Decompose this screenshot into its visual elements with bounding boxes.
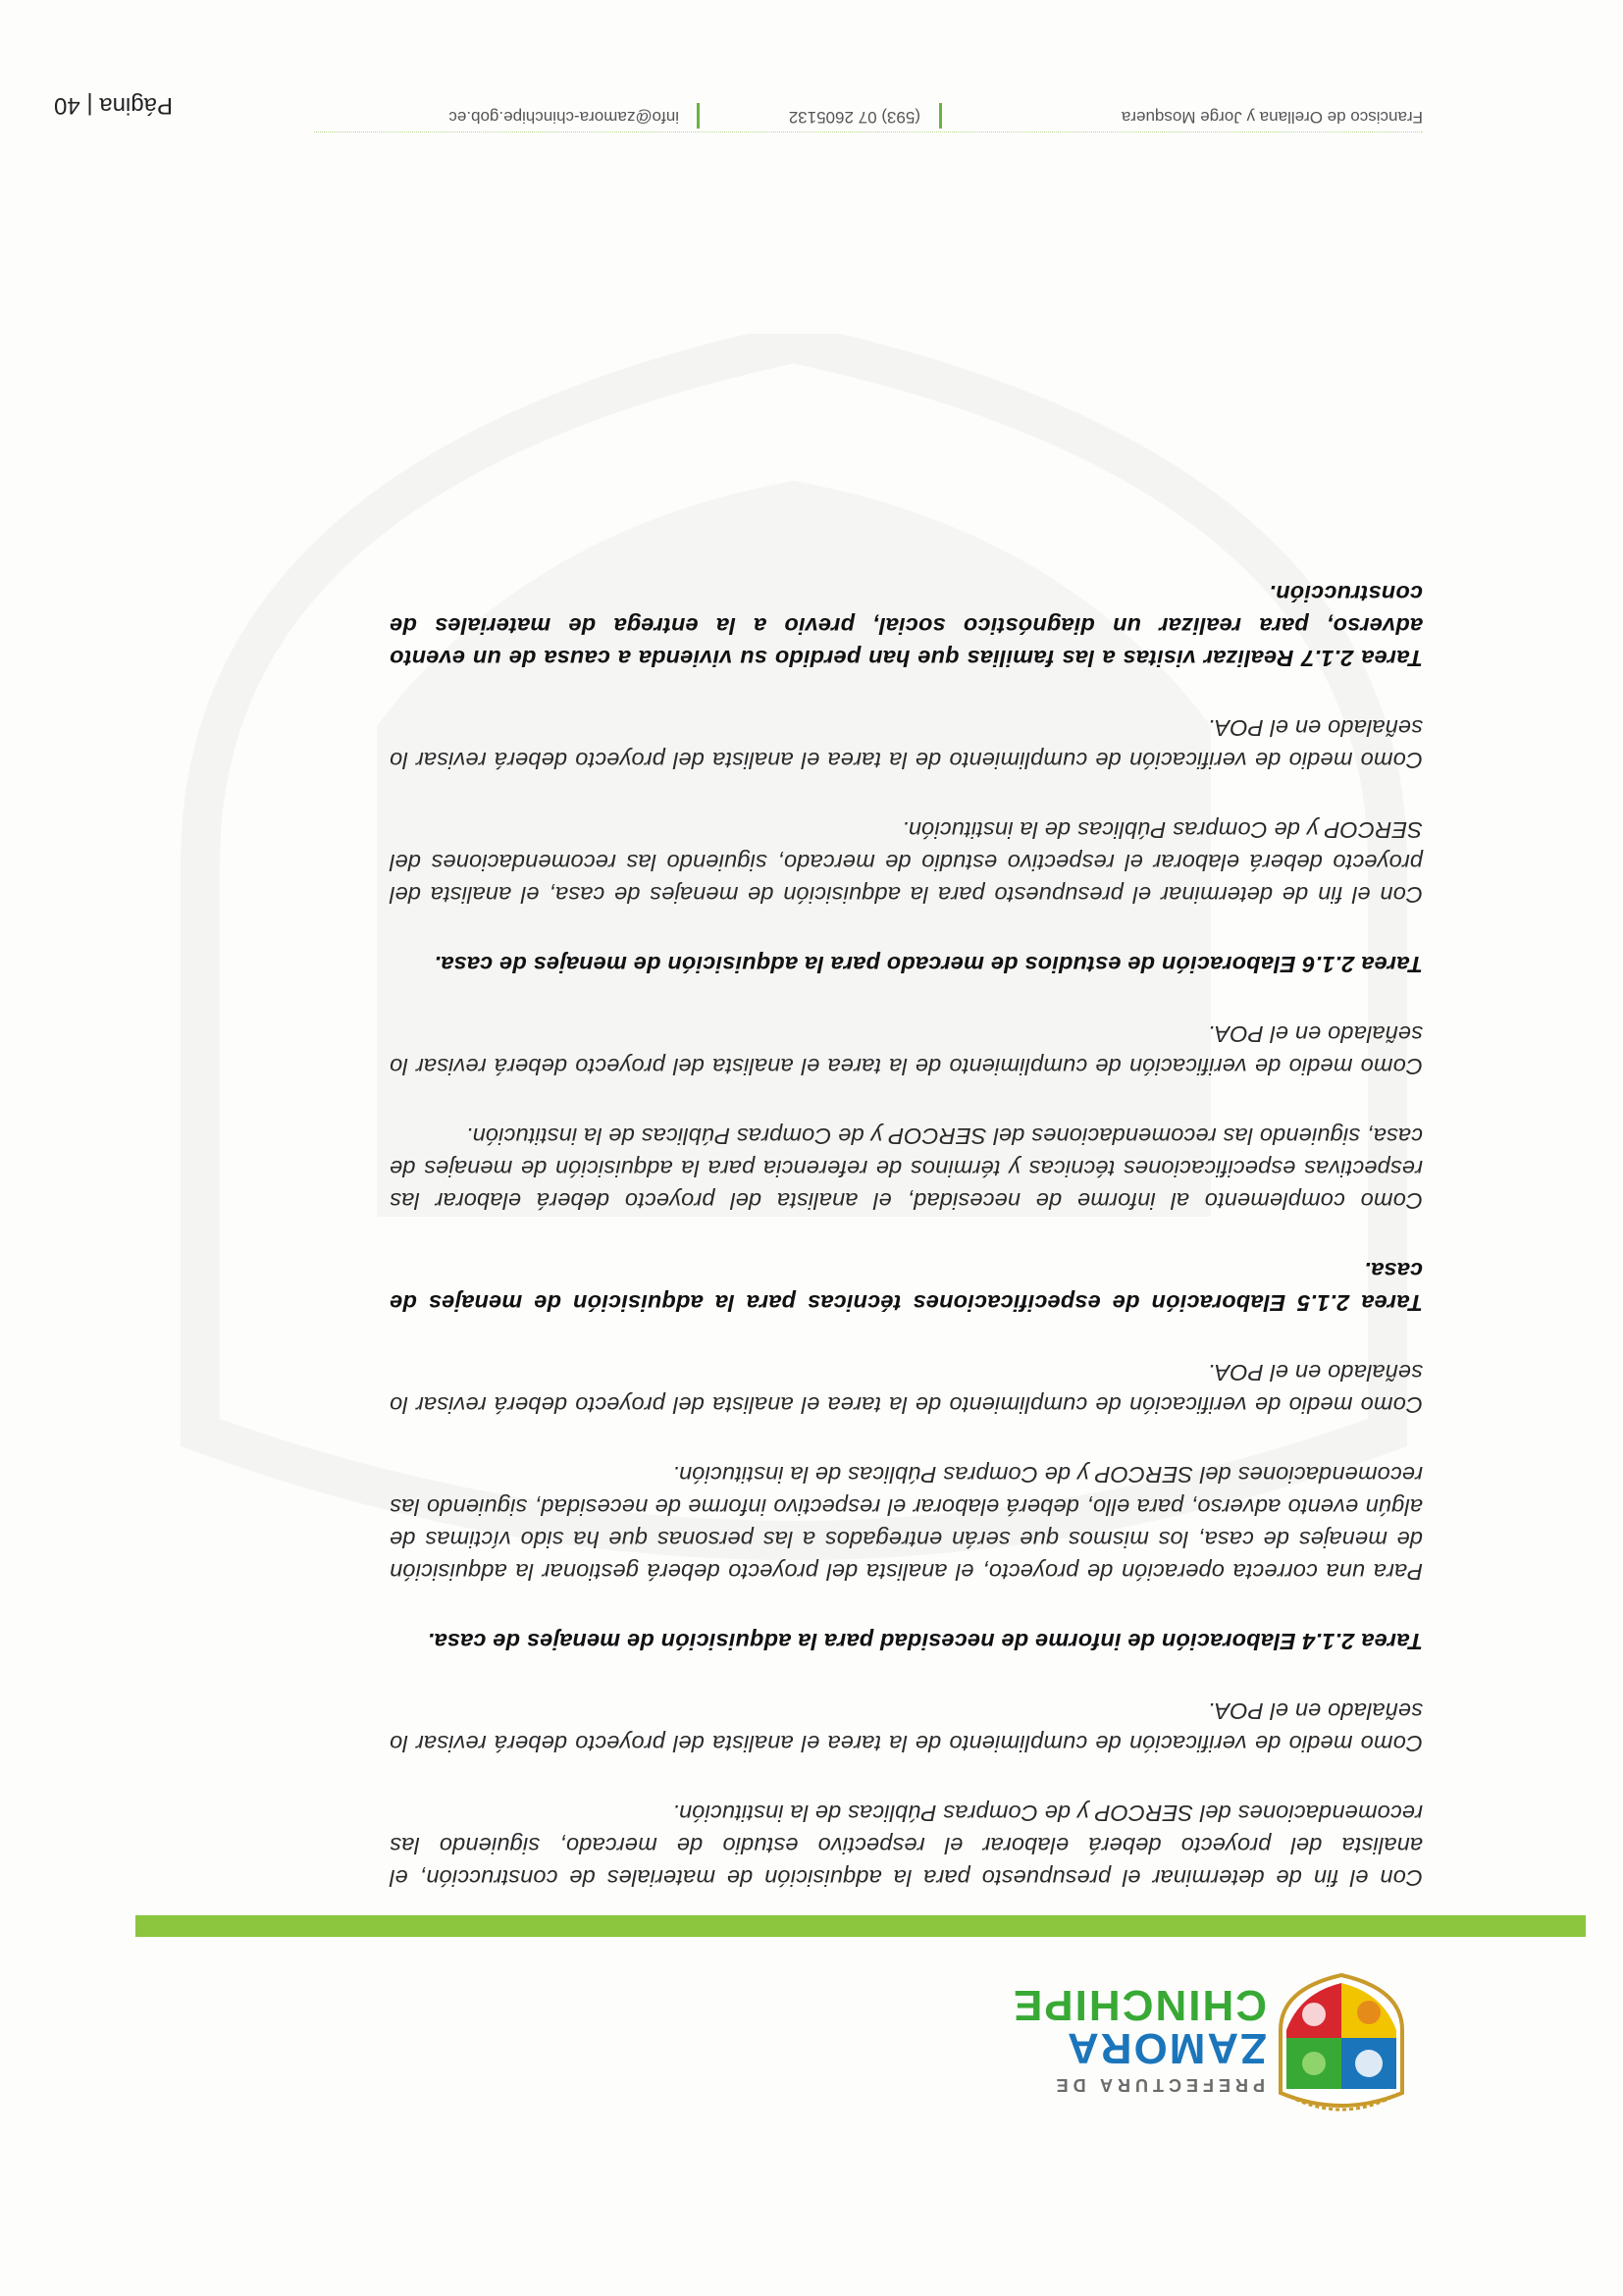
footer-separator [939,103,942,129]
paragraph: Como complemento al informe de necesidad, el analista del proyecto deberá elaborar las respectivas especificaciones técnicas y términos de referencia para la adquisición de menajes de casa, siguiendo las recomendaciones del SERCOP y de Compras Públicas de la institución. [390,1123,1423,1214]
logo-prefix: PREFECTURA DE [1051,2075,1265,2095]
footer-phone: (593) 07 2605132 [788,108,920,127]
document-body [390,540,1423,1894]
task-heading: Tarea 2.1.6 Elaboración de estudios de mercado para la adquisición de menajes de casa. [434,952,1423,977]
footer-address: Francisco de Orellana y Jorge Mosquera [1121,108,1423,127]
header-accent-bar [135,1915,1586,1937]
paragraph: Como medio de verificación de cumplimiento de la tarea el analista del proyecto deberá revisar lo señalado en el POA. [390,715,1423,773]
paragraph: Como medio de verificación de cumplimiento de la tarea el analista del proyecto deberá revisar lo señalado en el POA. [390,1698,1423,1756]
paragraph: Como medio de verificación de cumplimiento de la tarea el analista del proyecto deberá revisar lo señalado en el POA. [390,1360,1423,1418]
footer-email[interactable]: info@zamora-chinchipe.gob.ec [448,108,679,127]
page-footer [0,83,1423,142]
paragraph: Con el fin de determinar el presupuesto para la adquisición de menajes de casa, el analista del proyecto deberá elaborar el respectivo estudio de mercado, siguiendo las recomendaciones del SERCOP y de Compras Públicas de la institución. [390,817,1423,908]
task-heading: Tarea 2.1.7 Realizar visitas a las familias que han perdido su vivienda a causa de un evento adverso, para realizar un diagnóstico social, previo a la entrega de materiales de construcción. [390,581,1423,671]
prefectura-shield-icon [1281,1975,1402,2110]
logo-line2: CHINCHIPE [1011,1981,1267,2029]
paragraph: Con el fin de determinar el presupuesto para la adquisición de materiales de construcción, el analista del proyecto deberá elaborar el respectivo estudio de mercado, siguiendo las recomendaciones del SERCOP y de Compras Públicas de la institución. [390,1800,1423,1891]
footer-separator [697,103,700,129]
task-heading: Tarea 2.1.5 Elaboración de especificaciones técnicas para la adquisición de menajes de casa. [390,1258,1423,1316]
logo-line1: ZAMORA [1065,2024,1267,2072]
footer-divider [314,131,1423,132]
paragraph: Para una correcta operación de proyecto, el analista del proyecto deberá gestionar la adquisición de menajes de casa, los mismos que serán entregados a las personas que ha sido víctimas de algún evento adverso, para ello, deberá elaborar el respectivo informe de necesidad, siguiendo las recomendaciones del SERCOP y de Compras Públicas de la institución. [390,1462,1423,1585]
page-number: Página | 40 [54,92,173,119]
prefectura-logo [990,1973,1412,2120]
task-heading: Tarea 2.1.4 Elaboración de informe de necesidad para la adquisición de menajes de casa. [427,1629,1423,1654]
paragraph: Como medio de verificación de cumplimiento de la tarea el analista del proyecto deberá revisar lo señalado en el POA. [390,1021,1423,1079]
